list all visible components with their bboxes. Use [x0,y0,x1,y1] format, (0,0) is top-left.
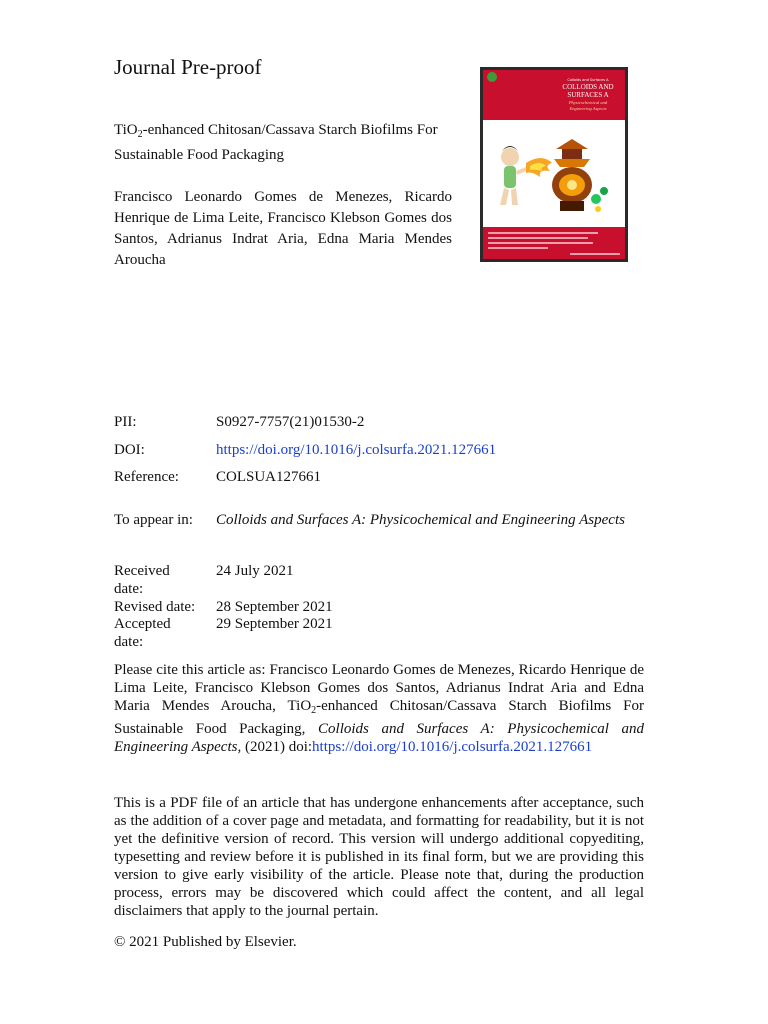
title-subscript: 2 [137,129,143,140]
disclaimer-paragraph: This is a PDF file of an article that has undergone enhancements after acceptance, such as the addition of a cover page and metadata, and formatting for readability, but it is not yet the definitive version of record. This version will undergo additional copyediting, typesetting and review before it is published in its final form, but we are providing this version to give early visibility of the article. Please note that, during the production process, errors may be discovered which could affect the content, and all legal disclaimers that apply to the journal pertain. [114,795,644,919]
title-rest: -enhanced Chitosan/Cassava Starch Biofilms For Sustainable Food Packaging [114,122,438,163]
title-prefix: TiO [114,122,138,138]
author-list: Francisco Leonardo Gomes de Menezes, Ricardo Henrique de Lima Leite, Francisco Klebson Gomes dos Santos, Adrianus Indrat Aria, Edna Maria Mendes Aroucha [114,189,452,268]
cover-top-line: Colloids and Surfaces A [567,78,609,82]
pii-value: S0927-7757(21)01530-2 [216,414,365,430]
reference-label: Reference: [114,469,179,485]
journal-cover-image [480,67,628,262]
accepted-value: 29 September 2021 [216,616,333,632]
revised-value: 28 September 2021 [216,599,333,615]
citation-paragraph: Please cite this article as: Francisco Leonardo Gomes de Menezes, Ricardo Henrique de Lima Leite, Francisco Klebson Gomes dos Santos, Adrianus Indrat Aria and Edna Maria Mendes Aroucha, TiO$_2$-enhanced Chitosan/Cassava Starch Biofilms For Sustainable Food Packaging, Colloids and Surfaces A: Physicochemical and Engineering Aspects, (2021) doi:https://doi.org/10.1016/j.colsurfa.2021.127661 [114,662,644,755]
received-label: Received date: [114,563,170,597]
citation-doi-link[interactable]: https://doi.org/10.1016/j.colsurfa.2021.127661 [312,739,593,755]
citation-journal: Colloids and Surfaces A: Physicochemical and Engineering Aspects, [114,721,644,755]
cover-subtitle-2: Engineering Aspects [569,106,607,111]
revised-label: Revised date: [114,599,196,615]
received-value: 24 July 2021 [216,563,294,579]
journal-label: Journal Pre-proof [114,55,262,79]
reference-value: COLSUA127661 [216,469,322,485]
cover-title-line-1: COLLOIDS AND [562,83,614,91]
copyright-notice: © 2021 Published by Elsevier. [114,934,297,950]
accepted-label: Accepted date: [114,616,171,650]
doi-link[interactable]: https://doi.org/10.1016/j.colsurfa.2021.127661 [216,442,497,458]
appear-in-value: Colloids and Surfaces A: Physicochemical and Engineering Aspects [216,512,625,528]
cover-title-line-2: SURFACES A [567,91,609,99]
pii-label: PII: [114,414,137,430]
doi-label: DOI: [114,442,145,458]
appear-in-label: To appear in: [114,512,193,528]
article-title [114,120,454,166]
cover-subtitle-1: Physicochemical and [568,100,608,105]
